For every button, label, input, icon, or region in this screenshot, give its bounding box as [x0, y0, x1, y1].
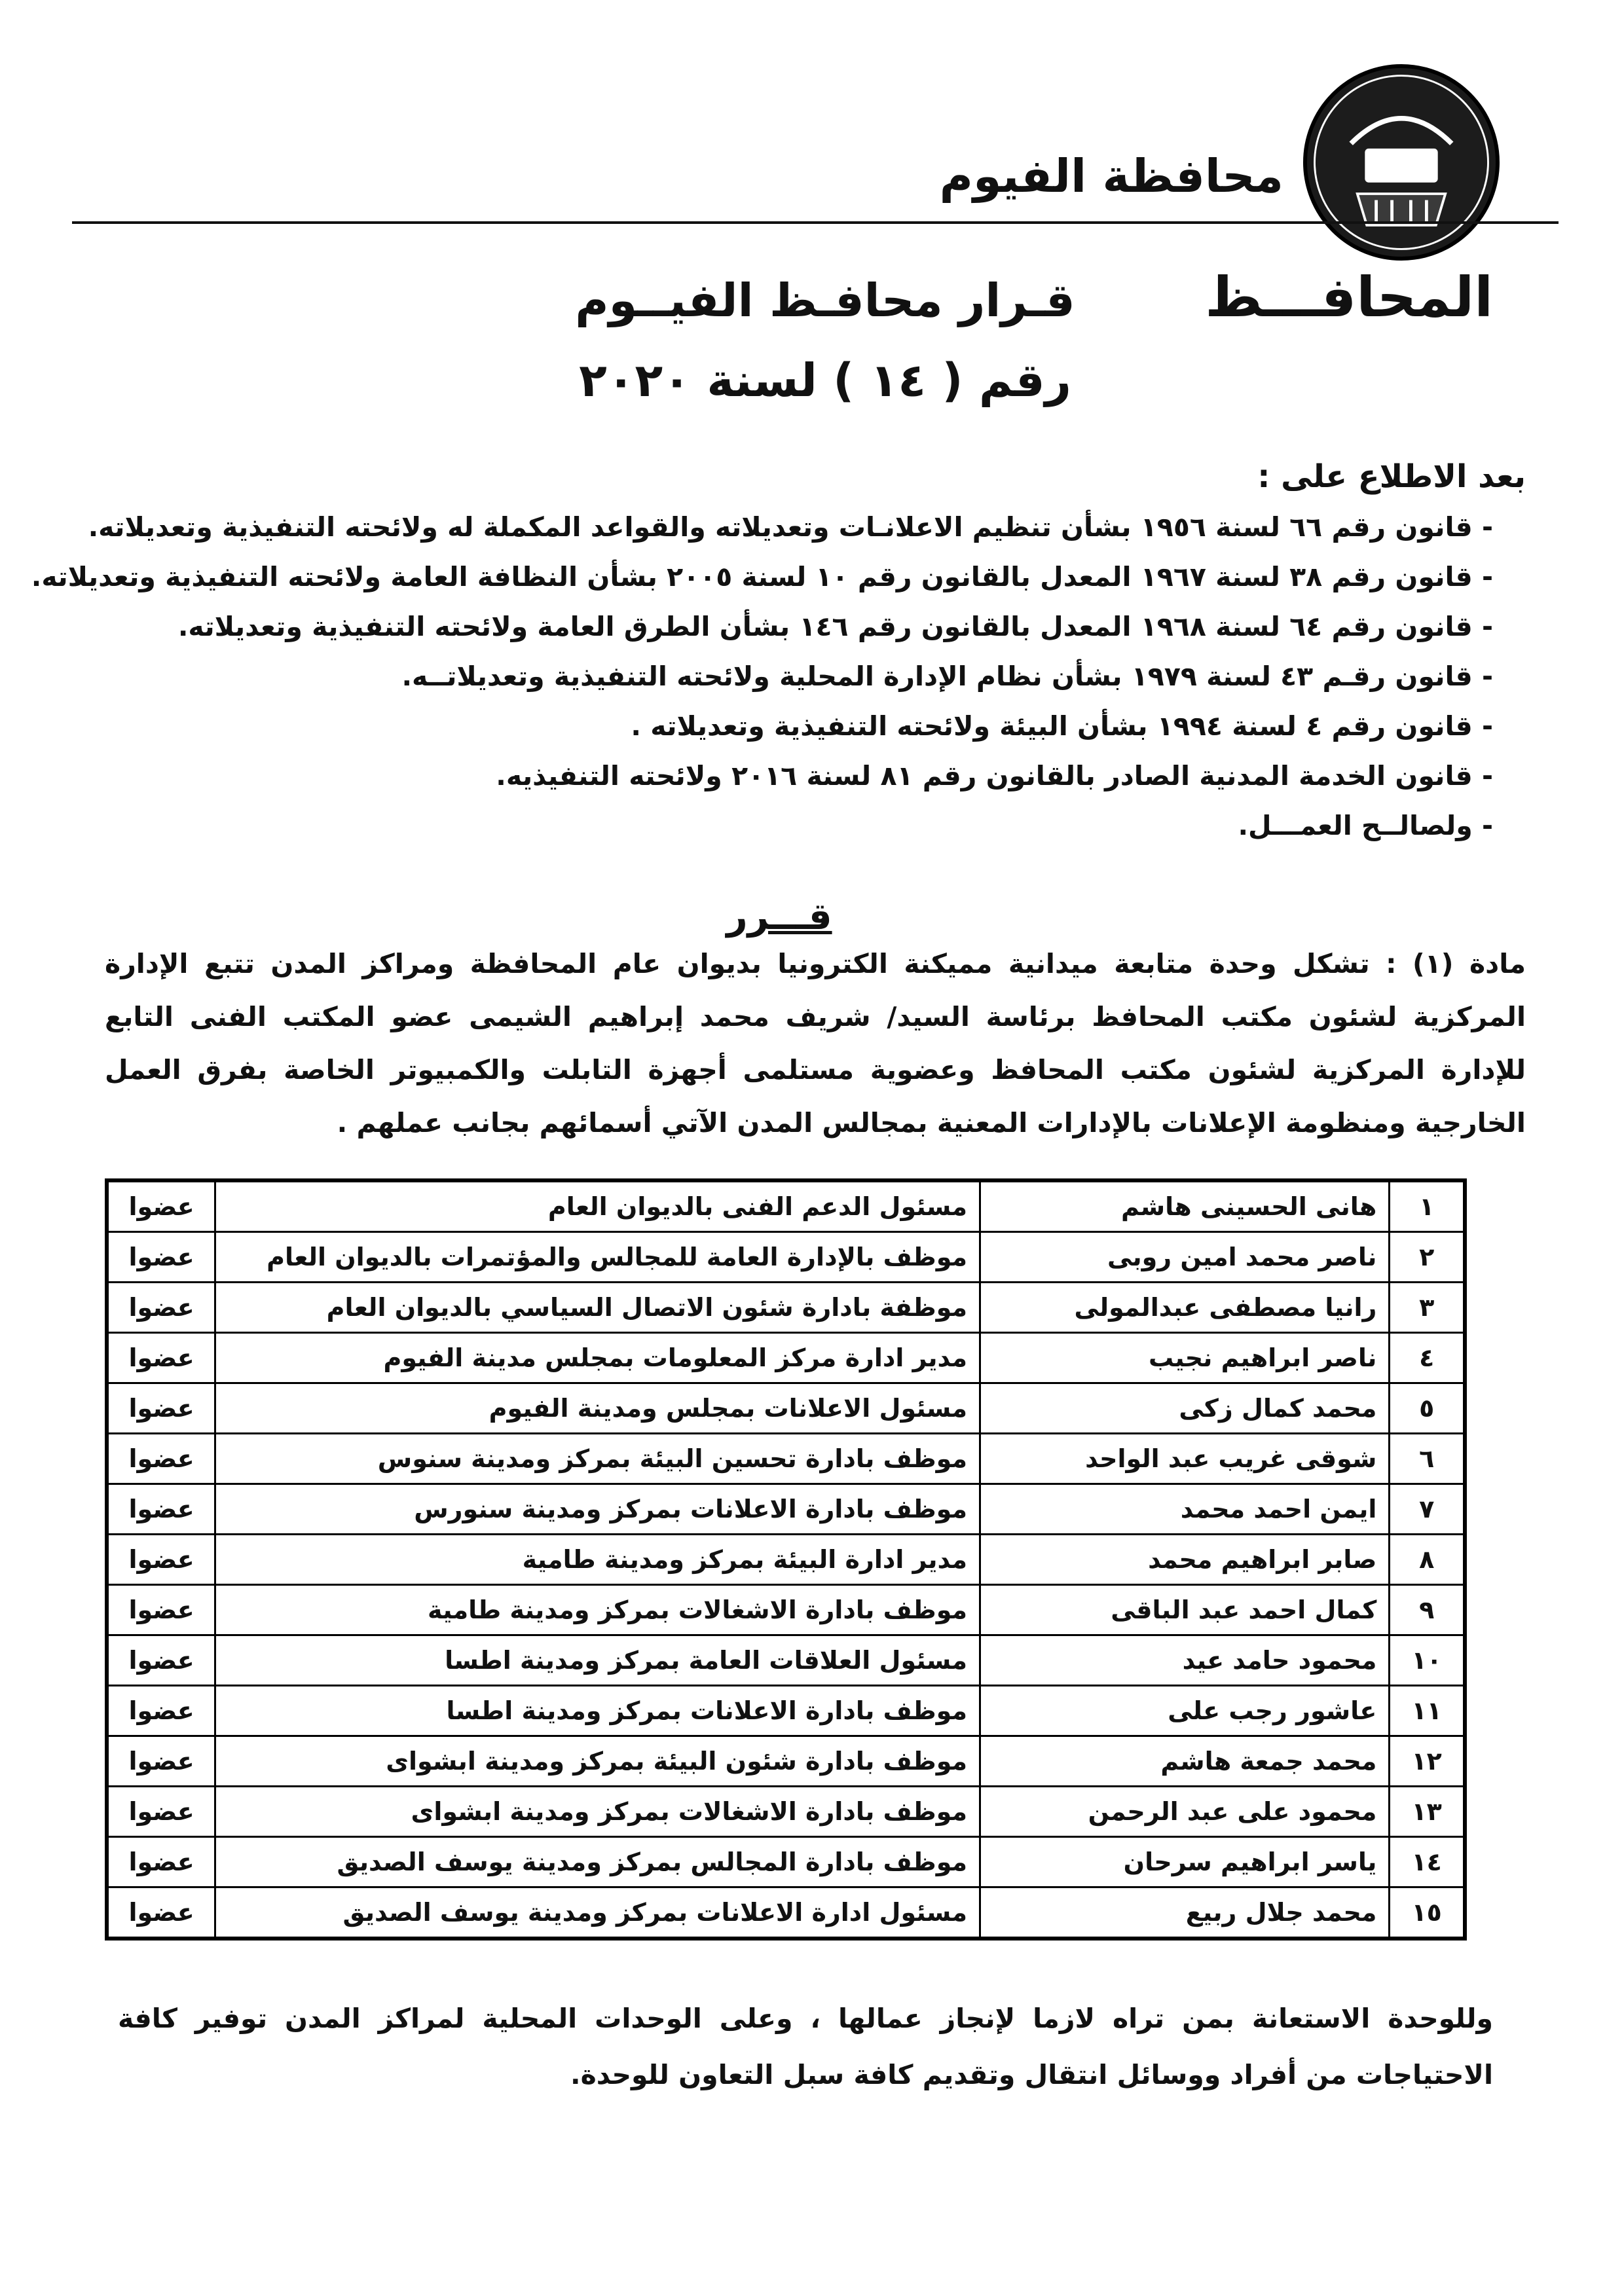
table-row	[107, 1283, 1465, 1333]
row-number: ٦	[1390, 1434, 1465, 1484]
row-number: ٩	[1390, 1585, 1465, 1635]
row-number: ١٠	[1390, 1635, 1465, 1686]
decision-number: رقم ( ١٤ ) لسنة ٢٠٢٠	[579, 354, 1071, 407]
row-number: ٣	[1390, 1283, 1465, 1333]
table-row	[107, 1232, 1465, 1283]
decision-title: قـرار محافـظ الفيــوم	[575, 274, 1075, 327]
membership-type: عضوا	[107, 1232, 215, 1283]
issuer-title: المحافـــظ	[1205, 265, 1493, 329]
member-name: محمد جلال ربيع	[980, 1887, 1390, 1939]
table-row	[107, 1383, 1465, 1434]
header-divider	[72, 221, 1559, 224]
row-number: ١	[1390, 1180, 1465, 1232]
row-number: ٥	[1390, 1383, 1465, 1434]
member-name: محمد جمعة هاشم	[980, 1736, 1390, 1787]
member-role: مدير ادارة البيئة بمركز ومدينة طامية	[215, 1535, 980, 1585]
decision-heading: قـــرر	[726, 896, 832, 938]
row-number: ١٣	[1390, 1787, 1465, 1837]
table-row	[107, 1736, 1465, 1787]
law-item: - قانون رقم ٦٦ لسنة ١٩٥٦ بشأن تنظيم الاعلانـات وتعديلاته والقواعد المكملة له ولائحته التنفيذية وتعديلاته.	[98, 511, 1493, 560]
intro-heading: بعد الاطلاع على :	[1257, 458, 1526, 495]
table-row	[107, 1787, 1465, 1837]
member-name: كمال احمد عبد الباقى	[980, 1585, 1390, 1635]
member-role: مسئول الاعلانات بمجلس ومدينة الفيوم	[215, 1383, 980, 1434]
member-name: ناصر ابراهيم نجيب	[980, 1333, 1390, 1383]
membership-type: عضوا	[107, 1837, 215, 1887]
member-role: موظف بادارة الاعلانات بمركز ومدينة سنورس	[215, 1484, 980, 1535]
member-role: مسئول العلاقات العامة بمركز ومدينة اطسا	[215, 1635, 980, 1686]
membership-type: عضوا	[107, 1383, 215, 1434]
member-role: موظف بادارة الاشغالات بمركز ومدينة طامية	[215, 1585, 980, 1635]
member-role: موظف بادارة تحسين البيئة بمركز ومدينة سنوس	[215, 1434, 980, 1484]
row-number: ٤	[1390, 1333, 1465, 1383]
table-row	[107, 1635, 1465, 1686]
table-row	[107, 1837, 1465, 1887]
membership-type: عضوا	[107, 1887, 215, 1939]
row-number: ٢	[1390, 1232, 1465, 1283]
member-role: موظفة بادارة شئون الاتصال السياسي بالديوان العام	[215, 1283, 980, 1333]
members-table-body	[107, 1180, 1465, 1939]
row-number: ١٥	[1390, 1887, 1465, 1939]
member-name: صابر ابراهيم محمد	[980, 1535, 1390, 1585]
member-role: موظف بالإدارة العامة للمجالس والمؤتمرات بالديوان العام	[215, 1232, 980, 1283]
law-item: - قانون رقـم ٤٣ لسنة ١٩٧٩ بشأن نظام الإدارة المحلية ولائحته التنفيذية وتعديلاتــه.	[98, 660, 1493, 710]
member-name: رانيا مصطفى عبدالمولى	[980, 1283, 1390, 1333]
law-item: - قانون رقم ٣٨ لسنة ١٩٦٧ المعدل بالقانون رقم ١٠ لسنة ٢٠٠٥ بشأن النظافة العامة ولائحته التنفيذية وتعديلاته.	[98, 560, 1493, 610]
row-number: ٨	[1390, 1535, 1465, 1585]
table-row	[107, 1686, 1465, 1736]
laws-list	[31, 511, 1493, 859]
member-name: هانى الحسينى هاشم	[980, 1180, 1390, 1232]
law-item: - قانون رقم ٤ لسنة ١٩٩٤ بشأن البيئة ولائحته التنفيذية وتعديلاته .	[98, 710, 1493, 759]
table-row	[107, 1180, 1465, 1232]
member-role: موظف بادارة الاعلانات بمركز ومدينة اطسا	[215, 1686, 980, 1736]
membership-type: عضوا	[107, 1180, 215, 1232]
member-role: مسئول الدعم الفنى بالديوان العام	[215, 1180, 980, 1232]
member-role: موظف بادارة شئون البيئة بمركز ومدينة ابشواى	[215, 1736, 980, 1787]
membership-type: عضوا	[107, 1736, 215, 1787]
table-row	[107, 1585, 1465, 1635]
table-row	[107, 1887, 1465, 1939]
law-item: - قانون الخدمة المدنية الصادر بالقانون رقم ٨١ لسنة ٢٠١٦ ولائحته التنفيذيه.	[98, 759, 1493, 809]
membership-type: عضوا	[107, 1535, 215, 1585]
table-row	[107, 1434, 1465, 1484]
row-number: ٧	[1390, 1484, 1465, 1535]
member-name: ناصر محمد امين روبى	[980, 1232, 1390, 1283]
row-number: ١٤	[1390, 1837, 1465, 1887]
law-item: - ولصالــح العمـــل.	[98, 809, 1493, 859]
law-item: - قانون رقم ٦٤ لسنة ١٩٦٨ المعدل بالقانون رقم ١٤٦ بشأن الطرق العامة ولائحته التنفيذية وتعديلاته.	[98, 610, 1493, 660]
member-name: ايمن احمد محمد	[980, 1484, 1390, 1535]
row-number: ١١	[1390, 1686, 1465, 1736]
closing-paragraph: وللوحدة الاستعانة بمن تراه لازما لإنجاز عمالها ، وعلى الوحدات المحلية لمراكز المدن توفير كافة الاحتياجات من أفراد ووسائل انتقال وتقديم كافة سبل التعاون للوحدة.	[118, 2003, 1493, 2090]
governorate-name: محافظة الفيوم	[939, 149, 1283, 203]
membership-type: عضوا	[107, 1333, 215, 1383]
member-role: مسئول ادارة الاعلانات بمركز ومدينة يوسف الصديق	[215, 1887, 980, 1939]
membership-type: عضوا	[107, 1484, 215, 1535]
membership-type: عضوا	[107, 1283, 215, 1333]
membership-type: عضوا	[107, 1635, 215, 1686]
members-table	[105, 1178, 1467, 1941]
seal-emblem	[1307, 68, 1496, 257]
table-row	[107, 1333, 1465, 1383]
table-row	[107, 1484, 1465, 1535]
membership-type: عضوا	[107, 1787, 215, 1837]
article-1: مادة (١) : تشكل وحدة متابعة ميدانية مميكنة الكترونيا بديوان عام المحافظة ومراكز المدن تتبع الإدارة المركزية لشئون مكتب المحافظ برئاسة السيد/ شريف محمد إبراهيم الشيمى عضو المكتب الفنى التابع للإدارة المركزية لشئون مكتب المحافظ وعضوية مستلمى أجهزة التابلت والكمبيوتر الخاصة بفرق العمل الخارجية ومنظومة الإعلانات بالإدارات المعنية بمجالس المدن الآتي أسمائهم بجانب عملهم .	[105, 948, 1526, 1139]
member-name: ياسر ابراهيم سرحان	[980, 1837, 1390, 1887]
governorate-seal	[1303, 64, 1500, 261]
member-role: موظف بادارة المجالس بمركز ومدينة يوسف الصديق	[215, 1837, 980, 1887]
member-role: موظف بادارة الاشغالات بمركز ومدينة ابشواى	[215, 1787, 980, 1837]
member-name: محمود على عبد الرحمن	[980, 1787, 1390, 1837]
membership-type: عضوا	[107, 1585, 215, 1635]
table-row	[107, 1535, 1465, 1585]
membership-type: عضوا	[107, 1686, 215, 1736]
member-name: شوقى غريب عبد الواحد	[980, 1434, 1390, 1484]
membership-type: عضوا	[107, 1434, 215, 1484]
member-role: مدير ادارة مركز المعلومات بمجلس مدينة الفيوم	[215, 1333, 980, 1383]
member-name: عاشور رجب على	[980, 1686, 1390, 1736]
member-name: محمد كمال زكى	[980, 1383, 1390, 1434]
member-name: محمود حامد عيد	[980, 1635, 1390, 1686]
row-number: ١٢	[1390, 1736, 1465, 1787]
